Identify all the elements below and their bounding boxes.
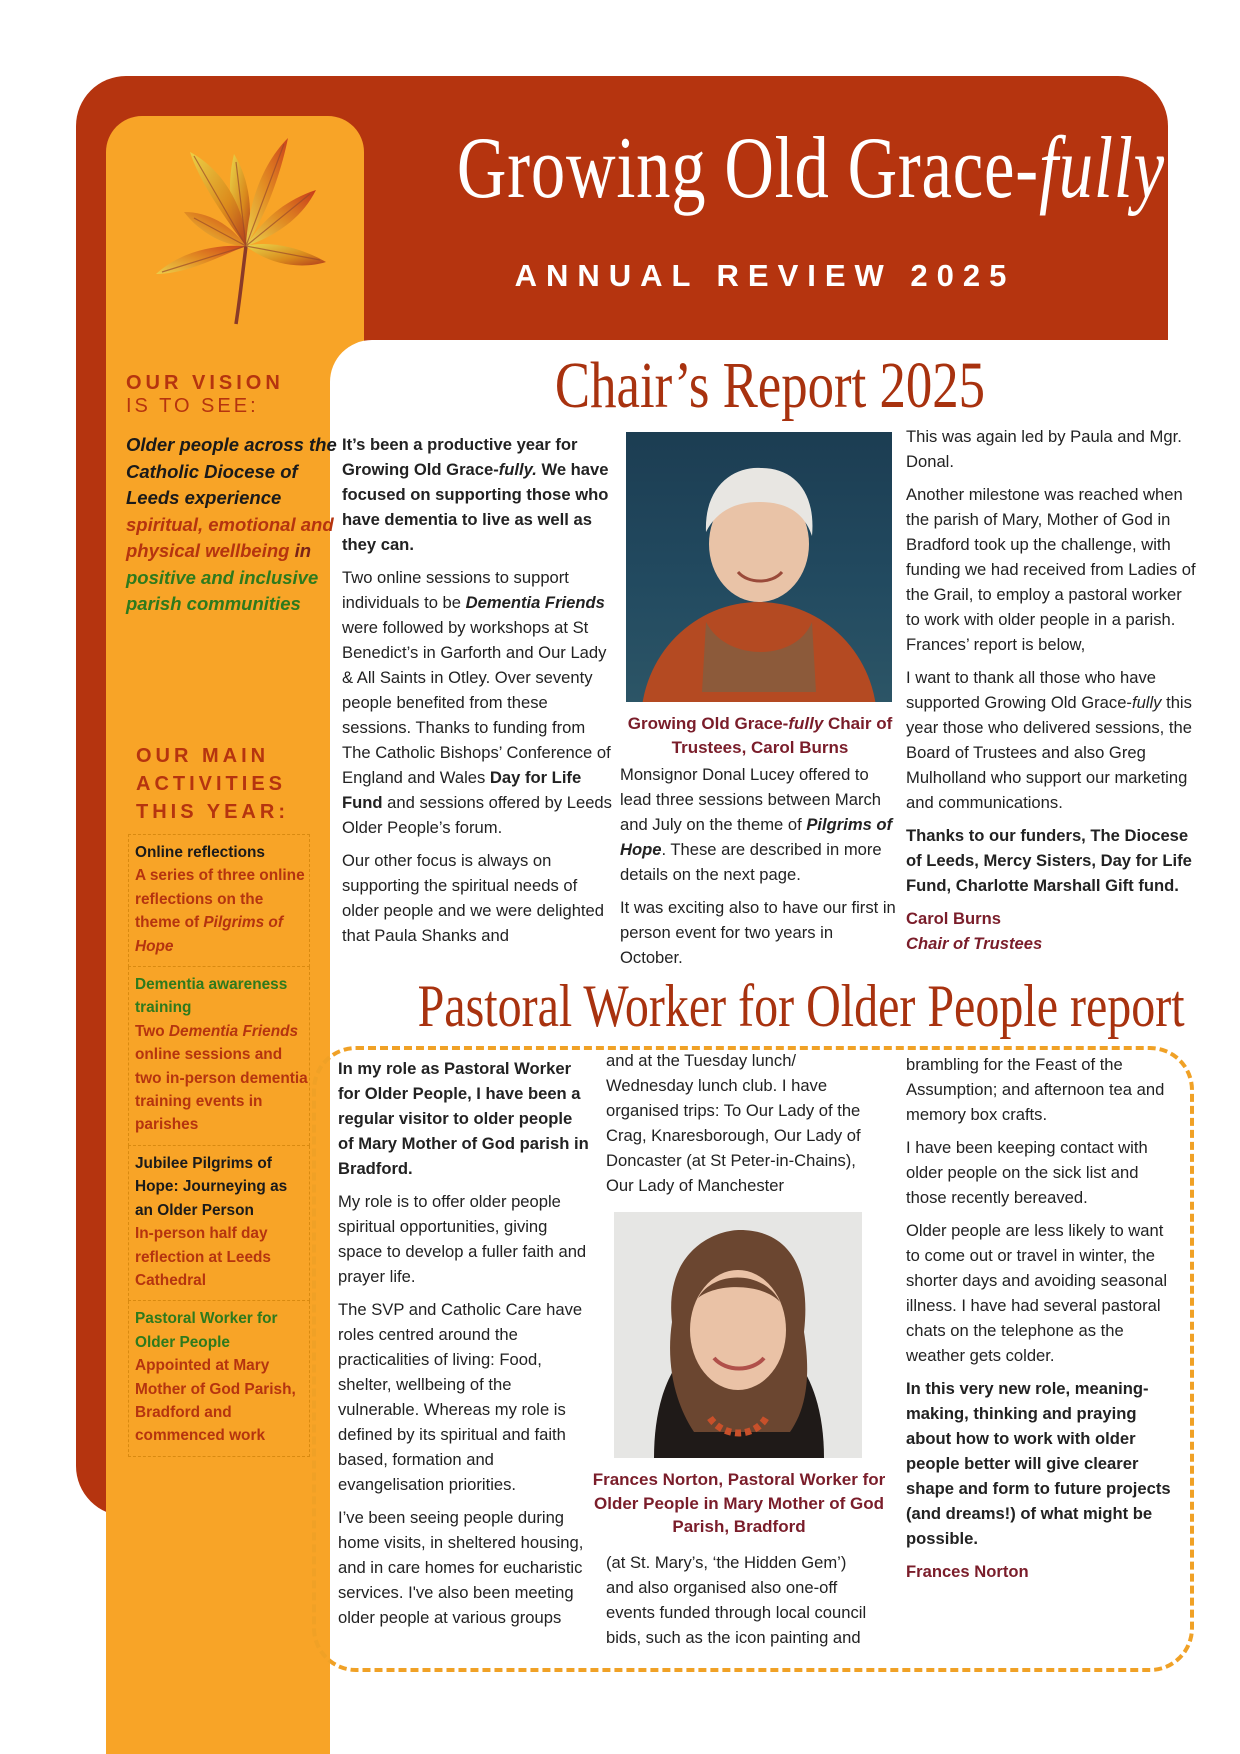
pastoral-column-1: In my role as Pastoral Worker for Older People, I have been a regular visitor to older people of Mary Mother of God parish in Bradford. My role is to offer older people spiritual opportunities, giving space to develop a fuller faith and prayer life. The SVP and Catholic Care have roles centred around the practicalities of living: Food, shelter, wellbeing of the vulnerable. Whereas my role is defined by its spiritual and faith based, formation and evangelisation priorities. I’ve been seeing people during home visits, in sheltered housing, and in care homes for eucharistic services. I've also been meeting older people at various groups xyxy=(338,1059,589,1627)
chair-column-1: It’s been a productive year for Growing Old Grace-fully. We have focused on supporting those who have dementia to live as well as they can. Two online sessions to support individuals to be Dementia Friends were followed by workshops at St Benedict’s in Garforth and Our Lady & All Saints in Otley. Over seventy people benefited from these sessions. Thanks to funding from The Catholic Bishops’ Conference of England and Wales Day for Life Fund and sessions offered by Leeds Older People’s forum. Our other focus is always on supporting the spiritual needs of older people and we were delighted that Paula Shanks and xyxy=(342,435,612,945)
vision-heading: OUR VISION IS TO SEE: xyxy=(126,372,284,417)
activity-item: Dementia awareness training Two Dementia Friends online sessions and two in-person dementia training events in parishes xyxy=(128,967,310,1146)
activity-item: Jubilee Pilgrims of Hope: Journeying as an Older Person In-person half day reflection at Leeds Cathedral xyxy=(128,1146,310,1301)
activity-item: Online reflections A series of three online reflections on the theme of Pilgrims of Hope xyxy=(128,834,310,967)
chair-report-title: Chair’s Report 2025 xyxy=(554,349,986,422)
pastoral-photo-caption: Frances Norton, Pastoral Worker for Older People in Mary Mother of God Parish, Bradford xyxy=(592,1470,886,1536)
pastoral-column-2: and at the Tuesday lunch/ Wednesday lunch club. I have organised trips: To Our Lady of the Crag, Knaresborough, Our Lady of Doncaster (at St Peter-in-Chains), Our Lady of Manchester xyxy=(606,1051,861,1195)
chair-signature-role: Chair of Trustees xyxy=(906,934,1043,953)
pastoral-worker-photo xyxy=(614,1212,862,1458)
masthead-subtitle: ANNUAL REVIEW 2025 xyxy=(514,258,1016,293)
chair-column-2: Monsignor Donal Lucey offered to lead three sessions between March and July on the theme of Pilgrims of Hope. These are described in more details on the next page. It was exciting also to have our first in person event for two years in October. xyxy=(620,765,896,967)
activities-list xyxy=(128,834,310,1457)
autumn-leaf-logo xyxy=(150,128,340,328)
pastoral-column-3: brambling for the Feast of the Assumption; and afternoon tea and memory box crafts. I have been keeping contact with older people on the sick list and those recently bereaved. Older people are less likely to want to come out or travel in winter, the shorter days and avoiding seasonal illness. I have had several pastoral chats on the telephone as the weather gets colder. In this very new role, meaning-making, thinking and praying about how to work with older people better will give clearer shape and form to future projects (and dreams!) of what might be possible. Frances Norton xyxy=(906,1052,1178,1584)
pastoral-column-2b: (at St. Mary’s, ‘the Hidden Gem’) and also organised also one-off events funded through local council bids, such as the icon painting and xyxy=(606,1553,867,1647)
masthead-title: Growing Old Grace-fully xyxy=(456,120,1165,217)
activities-heading: OUR MAIN ACTIVITIES THIS YEAR: xyxy=(136,745,289,823)
pastoral-signature-name: Frances Norton xyxy=(906,1562,1029,1581)
chair-column-3: This was again led by Paula and Mgr. Donal. Another milestone was reached when the parish of Mary, Mother of God in Bradford took up the challenge, with funding we had received from Ladies of the Grail, to employ a pastoral worker to work with older people in a parish. Frances’ report is below, I want to thank all those who have supported Growing Old Grace-fully this year those who delivered sessions, the Board of Trustees and also Greg Mulholland who support our marketing and communications. Thanks to our funders, The Diocese of Leeds, Mercy Sisters, Day for Life Fund, Charlotte Marshall Gift fund. Carol Burns Chair of Trustees xyxy=(906,424,1200,964)
vision-statement: Older people across the Catholic Diocese of Leeds experience spiritual, emotional and physical wellbeing in positive and inclusive parish communities xyxy=(126,434,337,614)
activity-item: Pastoral Worker for Older People Appointed at Mary Mother of God Parish, Bradford and commenced work xyxy=(128,1301,310,1456)
chair-photo xyxy=(626,432,892,702)
chair-photo-caption: Growing Old Grace-fully Chair of Trustees, Carol Burns xyxy=(627,714,893,757)
pastoral-report-title: Pastoral Worker for Older People report xyxy=(417,973,1185,1039)
chair-signature-name: Carol Burns xyxy=(906,909,1001,928)
